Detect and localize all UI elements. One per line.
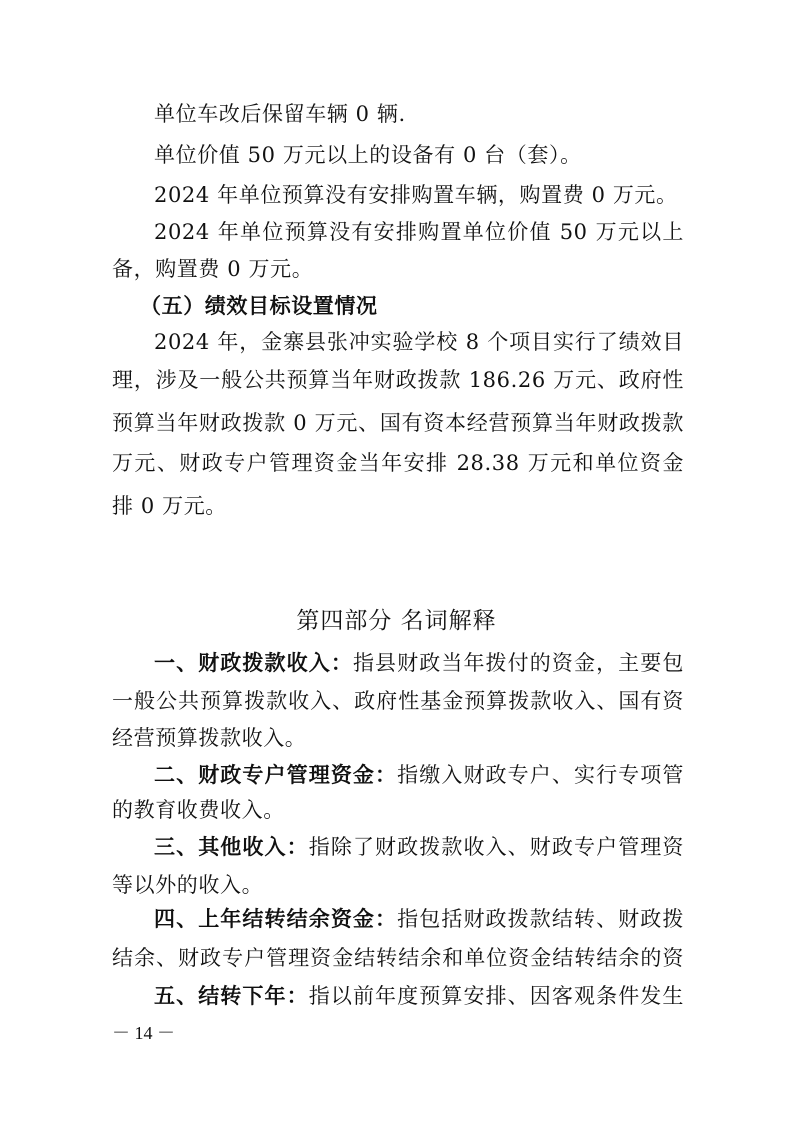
definition-term: 一、财政拨款收入： xyxy=(154,651,353,675)
definition-text: 指缴入财政专户、实行专项管 xyxy=(397,763,684,787)
paragraph-line: 2024 年单位预算没有安排购置车辆，购置费 0 万元。 xyxy=(154,183,678,207)
paragraph-line: 2024 年，金寨县张冲实验学校 8 个项目实行了绩效目 xyxy=(154,330,684,354)
definition-line: 一般公共预算拨款收入、政府性基金预算拨款收入、国有资 xyxy=(112,689,684,713)
definition-text: 指县财政当年拨付的资金，主要包 xyxy=(352,651,684,675)
page-number: － 14 － xyxy=(112,1023,175,1043)
paragraph-line: 2024 年单位预算没有安排购置单位价值 50 万元以上 xyxy=(154,220,684,244)
definition-line: 经营预算拨款收入。 xyxy=(112,726,307,750)
definition-line xyxy=(154,762,684,788)
definition-line xyxy=(154,906,684,932)
definition-line: 等以外的收入。 xyxy=(112,873,264,897)
definition-line xyxy=(154,983,684,1009)
section-heading: （五）绩效目标设置情况 xyxy=(140,294,378,318)
definition-text: 指以前年度预算安排、因客观条件发生 xyxy=(308,984,684,1008)
paragraph-line: 单位价值 50 万元以上的设备有 0 台（套）。 xyxy=(154,143,582,167)
paragraph-line: 排 0 万元。 xyxy=(112,494,227,518)
definition-term: 四、上年结转结余资金： xyxy=(154,907,398,931)
definition-line: 结余、财政专户管理资金结转结余和单位资金结转结余的资 xyxy=(112,946,684,970)
paragraph-line: 备，购置费 0 万元。 xyxy=(112,257,314,281)
definition-text: 指除了财政拨款收入、财政专户管理资 xyxy=(308,835,684,859)
definition-line: 的教育收费收入。 xyxy=(112,798,285,822)
paragraph-line: 理，涉及一般公共预算当年财政拨款 186.26 万元、政府性 xyxy=(112,368,684,392)
definition-line xyxy=(154,834,684,860)
paragraph-line: 单位车改后保留车辆 0 辆. xyxy=(154,102,406,126)
definition-term: 五、结转下年： xyxy=(154,984,309,1008)
part-title: 第四部分 名词解释 xyxy=(296,608,497,634)
definition-text: 指包括财政拨款结转、财政拨 xyxy=(397,907,684,931)
paragraph-line: 预算当年财政拨款 0 万元、国有资本经营预算当年财政拨款 xyxy=(112,411,684,435)
definition-line xyxy=(154,650,684,676)
definition-term: 二、财政专户管理资金： xyxy=(154,763,398,787)
paragraph-line: 万元、财政专户管理资金当年安排 28.38 万元和单位资金 xyxy=(112,451,684,475)
definition-term: 三、其他收入： xyxy=(154,835,309,859)
